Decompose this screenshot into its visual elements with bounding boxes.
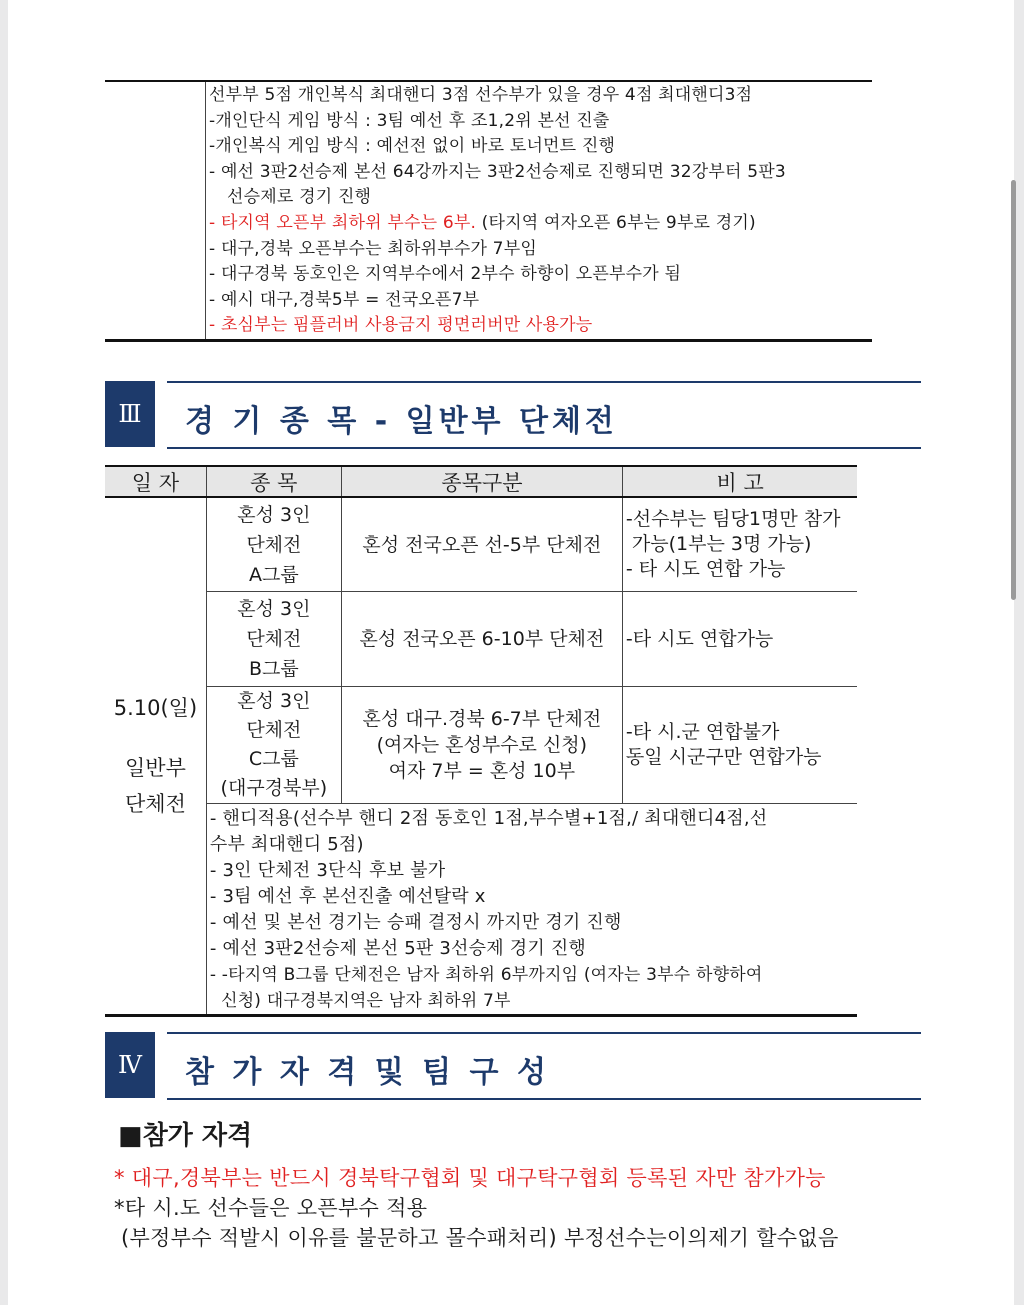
scrollbar[interactable] <box>1011 180 1016 600</box>
table-header <box>105 465 857 498</box>
event-name: 단체전 <box>246 533 302 556</box>
header-division: 종목구분 <box>342 467 624 496</box>
note-line: - -타지역 B그룹 단체전은 남자 최하위 6부까지임 (여자는 3부수 하향하여 <box>209 965 763 985</box>
division-text: 혼성 전국오픈 선-5부 단체전 <box>362 533 602 556</box>
rule-line: - 예선 3판2선승제 본선 64강까지는 3판2선승제로 진행되면 32강부터 5판3 <box>209 161 786 182</box>
note-line: - 3팀 예선 후 본선진출 예선탈락 x <box>209 886 486 907</box>
rule-line: -개인단식 게임 방식 : 3팀 예선 후 조1,2위 본선 진출 <box>209 110 610 131</box>
qualification-line: *타 시.도 선수들은 오픈부수 적용 <box>114 1196 428 1220</box>
rule-line-mixed <box>209 211 872 237</box>
event-name: 혼성 3인 <box>237 690 311 712</box>
red-rule-text: - 타지역 오픈부 최하위 부수는 6부. <box>209 212 477 233</box>
remark-text: -타 시.군 연합불가 <box>625 721 780 743</box>
empty-left-column <box>105 82 206 339</box>
header-remarks: 비 고 <box>716 470 764 495</box>
note-line: - 예선 및 본선 경기는 승패 결정시 까지만 경기 진행 <box>209 912 622 933</box>
division-text: 혼성 대구.경북 6-7부 단체전 <box>362 708 602 730</box>
section-number: Ⅳ <box>105 1032 155 1098</box>
remark-text: 가능(1부는 3명 가능) <box>625 533 812 555</box>
section-4-header <box>105 1032 921 1100</box>
rule-line: 선승제로 경기 진행 <box>227 187 372 208</box>
remark-text: -선수부는 팀당1명만 참가 <box>625 508 841 530</box>
note-line: 수부 최대핸디 5점) <box>209 834 364 855</box>
event-name: 단체전 <box>246 719 302 741</box>
note-line: - 예선 3판2선승제 본선 5판 3선승제 경기 진행 <box>209 938 587 959</box>
division-text: 여자 7부 = 혼성 10부 <box>388 760 576 782</box>
division-text: (여자는 혼성부수로 신청) <box>376 734 588 756</box>
rule-line: - 예시 대구,경북5부 = 전국오픈7부 <box>209 289 480 310</box>
category-text: 일반부 <box>125 756 186 780</box>
section-number: Ⅲ <box>105 381 155 447</box>
table-row <box>207 687 857 804</box>
category-text: 단체전 <box>125 792 186 816</box>
note-line: - 3인 단체전 3단식 후보 불가 <box>209 860 446 881</box>
top-rules-table <box>105 80 872 342</box>
section-title: 참 가 자 격 및 팀 구 성 <box>185 1055 550 1090</box>
note-line: 신청) 대구경북지역은 남자 최하위 7부 <box>209 991 511 1011</box>
date-text: 5.10(일) <box>113 696 198 720</box>
qualification-red-line: * 대구,경북부는 반드시 경북탁구협회 및 대구탁구협회 등록된 자만 참가가능 <box>114 1166 826 1190</box>
event-name: C그룹 <box>248 748 299 770</box>
event-name: A그룹 <box>249 563 299 586</box>
event-name: 혼성 3인 <box>237 503 311 526</box>
rule-line: -개인복식 게임 방식 : 예선전 없이 바로 토너먼트 진행 <box>209 136 616 157</box>
event-name: B그룹 <box>248 658 299 680</box>
event-name: 혼성 3인 <box>237 598 311 620</box>
rule-line: - 대구,경북 오픈부수는 최하위부수가 7부임 <box>209 238 537 259</box>
division-text: 혼성 전국오픈 6-10부 단체전 <box>359 628 605 650</box>
team-event-table <box>105 465 857 1017</box>
qualification-title: ■참가 자격 <box>118 1121 253 1151</box>
remark-text: 동일 시군구만 연합가능 <box>625 746 822 768</box>
table-row <box>207 498 857 592</box>
rule-line: 선부부 5점 개인복식 최대핸디 3점 선수부가 있을 경우 4점 최대핸디3점 <box>209 85 753 105</box>
section-3-header <box>105 381 921 449</box>
section-title: 경 기 종 목 - 일반부 단체전 <box>185 404 618 439</box>
date-cell <box>105 498 207 1014</box>
table-row <box>207 592 857 687</box>
note-line: - 핸디적용(선수부 핸디 2점 동호인 1점,부수별+1점,/ 최대핸디4점,선 <box>209 808 768 829</box>
table-notes <box>207 804 857 1014</box>
rule-line-red: - 초심부는 핌플러버 사용금지 평면러버만 사용가능 <box>209 315 593 336</box>
header-event: 종 목 <box>207 467 342 496</box>
section-title-bar <box>167 1032 921 1100</box>
remark-text: -타 시도 연합가능 <box>625 627 774 650</box>
event-name: (대구경북부) <box>220 777 328 799</box>
header-date: 일 자 <box>105 467 207 496</box>
black-rule-text: (타지역 여자오픈 6부는 9부로 경기) <box>476 212 756 233</box>
rule-line: - 대구경북 동호인은 지역부수에서 2부수 하향이 오픈부수가 됨 <box>209 264 682 285</box>
remark-text: - 타 시도 연합 가능 <box>625 558 786 580</box>
section-title-bar <box>167 381 921 449</box>
event-name: 단체전 <box>246 628 302 650</box>
qualification-line: (부정부수 적발시 이유를 불문하고 몰수패처리) 부정선수는이의제기 할수없음 <box>114 1226 839 1250</box>
